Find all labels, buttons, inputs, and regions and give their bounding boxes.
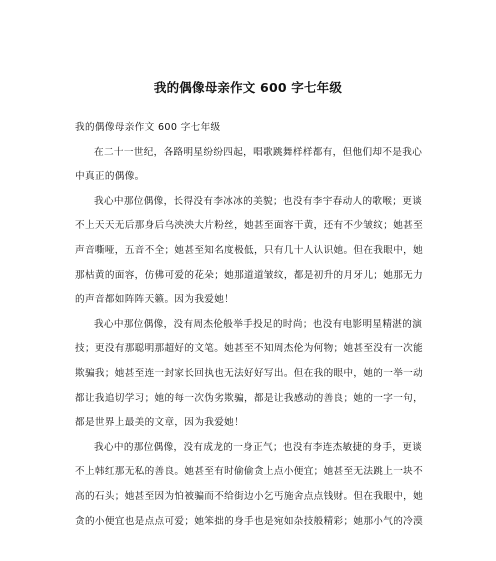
paragraph-line: 我心中的那位偶像，没有成龙的一身正气；也没有李连杰敏捷的身手，更谈 (94, 441, 423, 453)
paragraph-line: 贪的小便宜也是点点可爱；她笨拙的身手也是宛如杂技般精彩；她那小气的冷漠 (75, 515, 424, 527)
paragraph-line: 都是世界上最美的文章，因为我爱她！ (75, 417, 245, 429)
paragraph-line: 不上天天无后那身后乌泱泱大片粉丝，她甚至面容干黄，还有不少皱纹；她甚至 (75, 220, 424, 232)
paragraph-line: 我的偶像母亲作文 600 字七年级 (75, 122, 221, 133)
paragraph-line: 我心中那位偶像，长得没有李冰冰的美貌；也没有李宇春动人的歌喉；更谈 (94, 195, 423, 207)
paragraph-line: 在二十一世纪，各路明星纷纷四起，唱歌跳舞样样都有，但他们却不是我心 (94, 146, 423, 158)
paragraph-line: 欺骗我；她甚至连一封家长回执也无法好好写出。但在我的眼中，她的一举一动 (75, 367, 424, 379)
paragraph-line: 声音嘶哑，五音不全；她甚至知名度极低，只有几十人认识她。但在我眼中，她 (75, 244, 424, 256)
paragraph-line: 我心中那位偶像，没有周杰伦般举手投足的时尚；也没有电影明星精湛的演 (94, 318, 423, 330)
paragraph-line: 中真正的偶像。 (75, 171, 145, 183)
document-title: 我的偶像母亲作文 600 字七年级 (153, 80, 343, 95)
paragraph-line: 不上韩红那无私的善良。她甚至有时偷偷贪上点小便宜；她甚至无法跳上一块不 (75, 466, 424, 478)
document-body (75, 116, 427, 534)
paragraph-line: 那枯黄的面容，仿佛可爱的花朵；她那道道皱纹，都是初升的月牙儿；她那无力 (75, 269, 424, 281)
paragraph-line: 都让我追切学习；她的每一次伪劣欺骗，都是让我感动的善良；她的一字一句， (75, 392, 424, 404)
paragraph-line: 的声音都如阵阵天籁。因为我爱她！ (75, 294, 235, 306)
paragraph-line: 技；更没有那聪明那超好的文笔。她甚至不知周杰伦为何物；她甚至没有一次能 (75, 343, 424, 355)
paragraph-line: 高的石头；她甚至因为怕被骗而不给街边小乞丐施舍点点钱财。但在我眼中，她 (75, 490, 424, 502)
